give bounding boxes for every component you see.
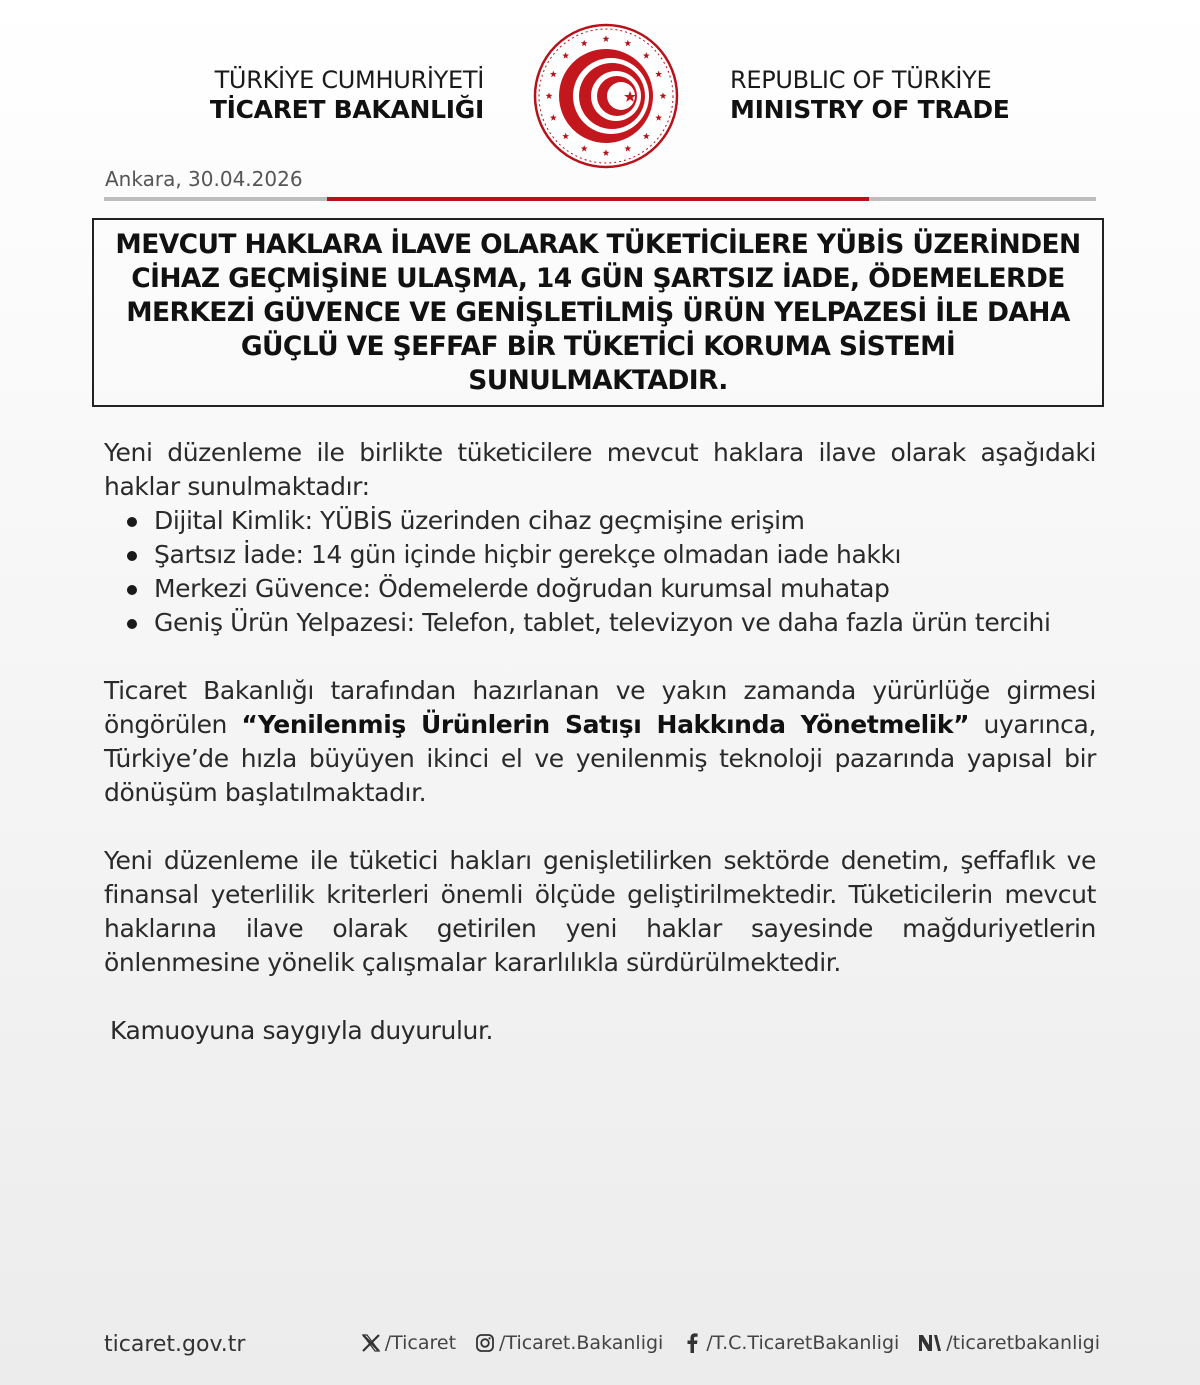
facebook-icon bbox=[681, 1332, 703, 1354]
consumer-rights-paragraph: Yeni düzenleme ile tüketici hakları genişletilirken sektörde denetim, şeffaflık ve finansal yeterlilik kriterleri önemli ölçüde geliştirilmektedir. Tüketicilerin mevcut haklarına ilave olarak getirilen yeni haklar sayesinde mağduriyetlerin önlenmesine yönelik çalışmalar kararlılıkla sürdürülmektedir. bbox=[104, 846, 1096, 977]
nsosyal-handle: /ticaretbakanligi bbox=[946, 1332, 1100, 1354]
footer bbox=[104, 1330, 1100, 1362]
headline-text: MEVCUT HAKLARA İLAVE OLARAK TÜKETİCİLERE YÜBİS ÜZERİNDEN CİHAZ GEÇMİŞİNE ULAŞMA, 14 GÜN ŞARTSIZ İADE, ÖDEMELERDE MERKEZİ GÜVENCE VE GENİŞLETİLMİŞ ÜRÜN YELPAZESİ İLE DAHA GÜÇLÜ VE ŞEFFAF BİR TÜKETİCİ KORUMA SİSTEMİ SUNULMAKTADIR. bbox=[115, 228, 1081, 396]
header-rule-right bbox=[869, 197, 1096, 201]
regulation-paragraph bbox=[104, 674, 1096, 810]
nsosyal-link[interactable] bbox=[917, 1332, 1100, 1354]
instagram-link[interactable] bbox=[474, 1332, 663, 1354]
closing-line: Kamuoyuna saygıyla duyurulur. bbox=[110, 1016, 494, 1045]
facebook-link[interactable] bbox=[681, 1332, 899, 1354]
press-release-body bbox=[104, 436, 1096, 1048]
headline-box bbox=[92, 218, 1104, 407]
social-links bbox=[360, 1332, 1100, 1354]
list-item: Geniş Ürün Yelpazesi: Telefon, tablet, televizyon ve daha fazla ürün tercihi bbox=[154, 606, 1096, 640]
list-item: Merkezi Güvence: Ödemelerde doğrudan kurumsal muhatap bbox=[154, 572, 1096, 606]
x-handle: /Ticaret bbox=[384, 1332, 457, 1354]
rights-list bbox=[104, 504, 1096, 640]
ministry-name-turkish bbox=[210, 68, 484, 122]
list-item: Dijital Kimlik: YÜBİS üzerinden cihaz geçmişine erişim bbox=[154, 504, 1096, 538]
header-rule-left bbox=[104, 197, 327, 201]
x-icon bbox=[360, 1332, 382, 1354]
press-release-date: Ankara, 30.04.2026 bbox=[105, 167, 303, 191]
ministry-en-line2: MINISTRY OF TRADE bbox=[730, 95, 1010, 124]
regulation-title: “Yenilenmiş Ürünlerin Satışı Hakkında Yönetmelik” bbox=[241, 710, 970, 739]
ministry-name-english bbox=[730, 68, 1010, 122]
ministry-tr-line2: TİCARET BAKANLIĞI bbox=[209, 95, 484, 124]
instagram-icon bbox=[474, 1332, 496, 1354]
nsosyal-icon bbox=[917, 1332, 943, 1354]
regulation-text-before: Ticaret Bakanlığı tarafından hazırlanan ve yakın zamanda yürürlüğe girmesi öngörülen bbox=[104, 676, 1096, 739]
x-link[interactable] bbox=[360, 1332, 456, 1354]
list-item: Şartsız İade: 14 gün içinde hiçbir gerekçe olmadan iade hakkı bbox=[154, 538, 1096, 572]
regulation-text-after: uyarınca, Türkiye’de hızla büyüyen ikinci el ve yenilenmiş teknoloji pazarında yapısal bir dönüşüm başlatılmaktadır. bbox=[104, 710, 1096, 807]
ministry-emblem-icon bbox=[532, 22, 680, 170]
ministry-tr-line1: TÜRKİYE CUMHURİYETİ bbox=[214, 66, 484, 94]
header-rule-red bbox=[327, 197, 869, 201]
ministry-en-line1: REPUBLIC OF TÜRKİYE bbox=[730, 66, 992, 94]
website-link[interactable]: ticaret.gov.tr bbox=[104, 1332, 246, 1357]
facebook-handle: /T.C.TicaretBakanligi bbox=[706, 1332, 900, 1354]
intro-paragraph: Yeni düzenleme ile birlikte tüketicilere mevcut haklara ilave olarak aşağıdaki haklar sunulmaktadır: bbox=[104, 438, 1096, 501]
instagram-handle: /Ticaret.Bakanligi bbox=[499, 1332, 664, 1354]
